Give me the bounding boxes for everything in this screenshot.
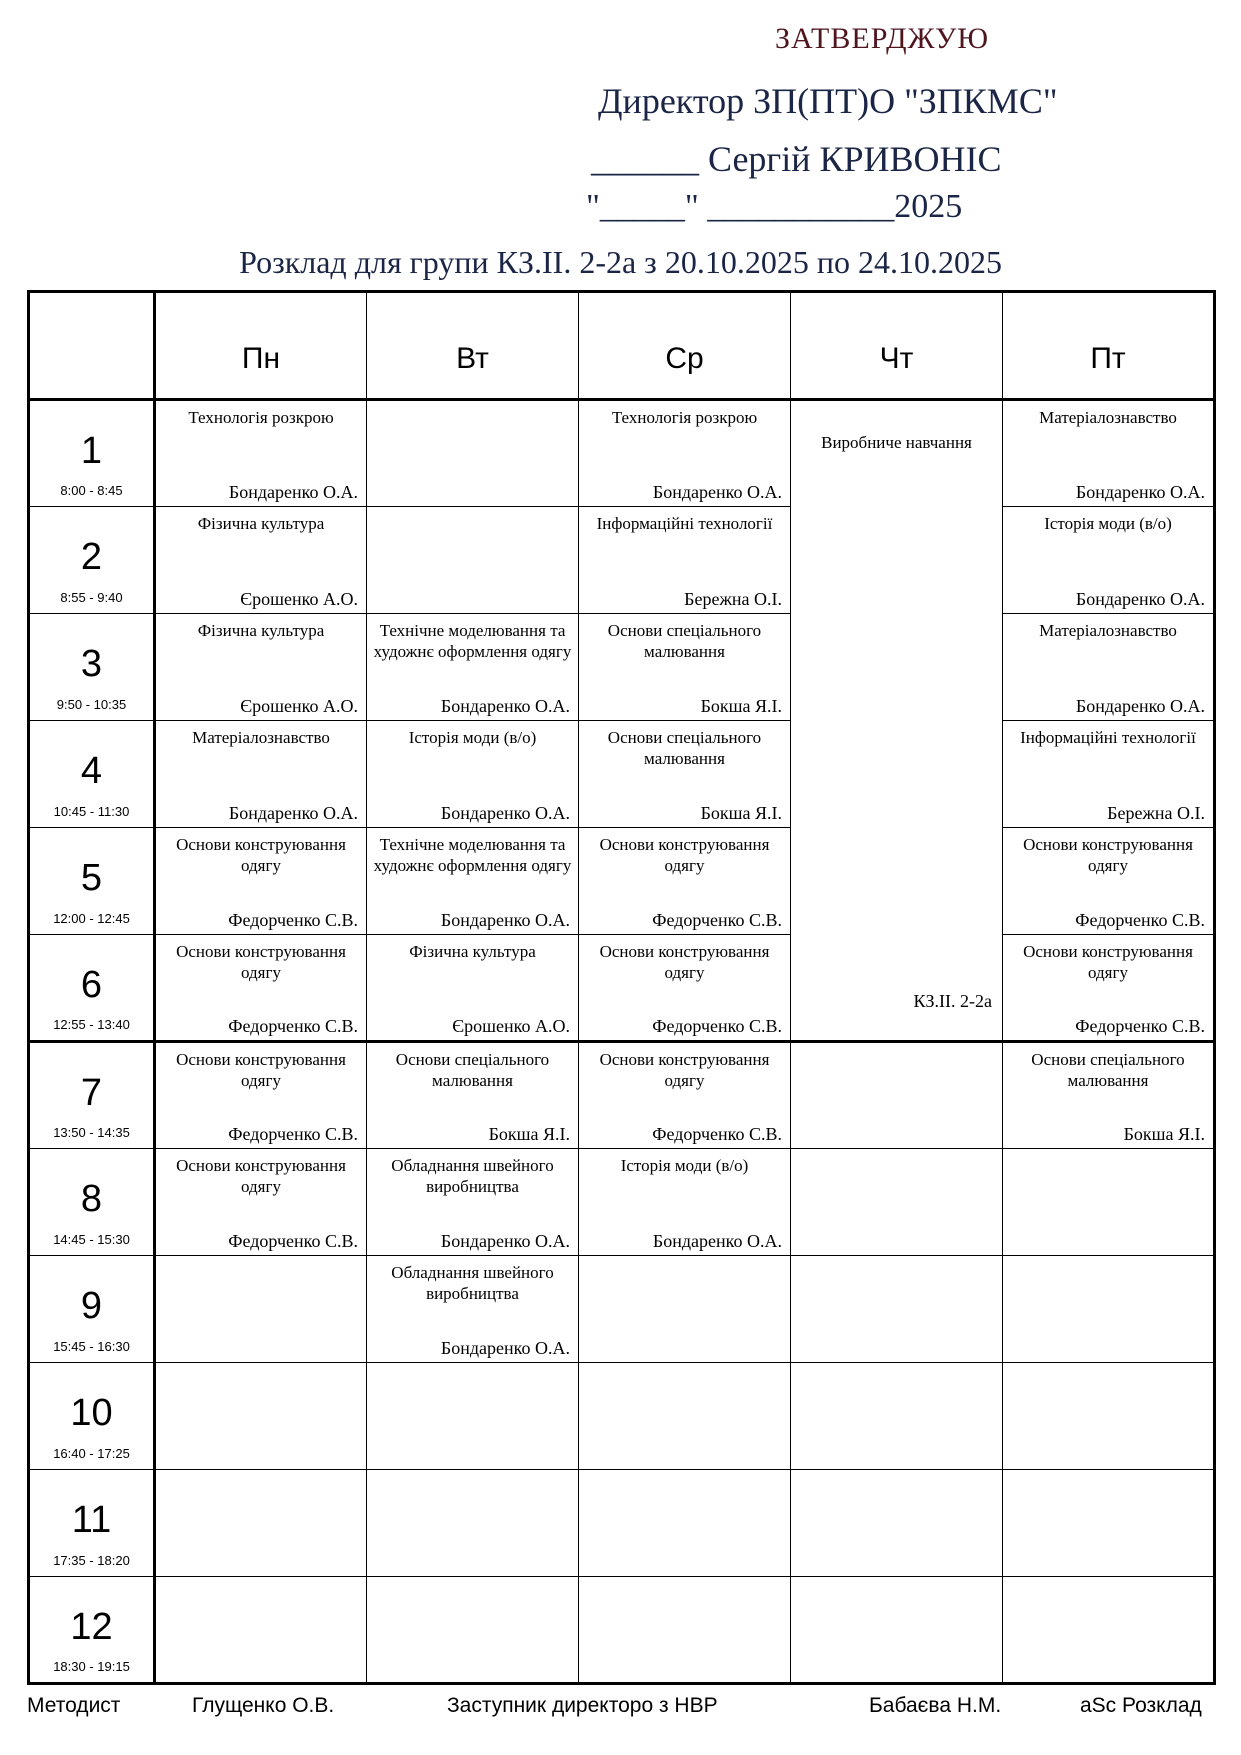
teacher-label: Федорченко С.В. bbox=[228, 1124, 358, 1144]
teacher-label: Єрошенко А.О. bbox=[452, 1016, 570, 1036]
footer-deputy-label: Заступник директоро з НВР bbox=[447, 1694, 718, 1717]
subject-label: Історія моди (в/о) bbox=[620, 1156, 749, 1175]
lesson-time: 9:50 - 10:35 bbox=[56, 697, 127, 712]
subject-label: Фізична культура bbox=[409, 942, 536, 961]
subject-label: Основи конструювання одягу bbox=[599, 835, 770, 876]
lesson-time: 14:45 - 15:30 bbox=[53, 1232, 130, 1247]
teacher-label: Бокша Я.І. bbox=[700, 696, 782, 716]
subject-label: Основи спеціального малювання bbox=[395, 1050, 550, 1091]
lesson-time: 12:55 - 13:40 bbox=[53, 1017, 130, 1032]
subject-label: Матеріалознавство bbox=[1039, 621, 1177, 640]
lesson-slot-3 bbox=[29, 614, 155, 721]
lesson-cell-mon-10 bbox=[155, 1363, 367, 1470]
group-label: КЗ.ІІ. 2-2а bbox=[913, 991, 992, 1011]
lesson-cell-tue-5 bbox=[367, 828, 579, 935]
lesson-number: 4 bbox=[80, 749, 103, 792]
lesson-cell-fri-11 bbox=[1003, 1470, 1215, 1577]
subject-label: Основи конструювання одягу bbox=[1023, 942, 1193, 983]
subject-label: Історія моди (в/о) bbox=[1044, 514, 1172, 533]
teacher-label: Бондаренко О.А. bbox=[1075, 589, 1205, 609]
subject-label: Основи спеціального малювання bbox=[1031, 1050, 1185, 1091]
schedule-title: Розклад для групи КЗ.ІІ. 2-2а з 20.10.2025 по 24.10.2025 bbox=[239, 244, 1002, 280]
teacher-label: Бондаренко О.А. bbox=[440, 1338, 570, 1358]
lesson-slot-12 bbox=[29, 1577, 155, 1684]
lesson-time: 12:00 - 12:45 bbox=[53, 911, 130, 926]
lesson-cell-tue-3 bbox=[367, 614, 579, 721]
approval-stamp: ЗАТВЕРДЖУЮ bbox=[775, 22, 990, 55]
lesson-slot-10 bbox=[29, 1363, 155, 1470]
teacher-label: Федорченко С.В. bbox=[1075, 1016, 1205, 1036]
lesson-cell-thu-12 bbox=[791, 1577, 1003, 1684]
lesson-cell-tue-9 bbox=[367, 1256, 579, 1363]
lesson-slot-8 bbox=[29, 1149, 155, 1256]
day-header-thu: Чт bbox=[791, 292, 1003, 400]
lesson-slot-5 bbox=[29, 828, 155, 935]
lesson-cell-wed-6 bbox=[579, 935, 791, 1042]
lesson-time: 18:30 - 19:15 bbox=[53, 1659, 130, 1674]
lesson-cell-tue-6 bbox=[367, 935, 579, 1042]
thursday-merged-cell bbox=[791, 400, 1003, 1042]
day-header-mon: Пн bbox=[155, 292, 367, 400]
teacher-label: Єрошенко А.О. bbox=[240, 589, 358, 609]
teacher-label: Бондаренко О.А. bbox=[440, 910, 570, 930]
footer-asc-brand: aSc Розклад bbox=[1080, 1694, 1202, 1717]
lesson-cell-mon-9 bbox=[155, 1256, 367, 1363]
footer-methodist-label: Методист bbox=[27, 1694, 121, 1717]
teacher-label: Федорченко С.В. bbox=[228, 910, 358, 930]
subject-label: Фізична культура bbox=[197, 621, 325, 640]
teacher-label: Бондаренко О.А. bbox=[440, 803, 570, 823]
lesson-number: 9 bbox=[80, 1284, 103, 1327]
lesson-cell-tue-4 bbox=[367, 721, 579, 828]
lesson-cell-wed-8 bbox=[579, 1149, 791, 1256]
lesson-cell-fri-4 bbox=[1003, 721, 1215, 828]
subject-label: Матеріалознавство bbox=[192, 728, 330, 747]
lesson-cell-wed-10 bbox=[579, 1363, 791, 1470]
lesson-time: 15:45 - 16:30 bbox=[53, 1339, 130, 1354]
lesson-cell-wed-5 bbox=[579, 828, 791, 935]
teacher-label: Бокша Я.І. bbox=[1123, 1124, 1205, 1144]
lesson-time: 17:35 - 18:20 bbox=[53, 1553, 130, 1568]
lesson-cell-wed-3 bbox=[579, 614, 791, 721]
lesson-number: 2 bbox=[80, 535, 103, 578]
footer-methodist-name: Глущенко О.В. bbox=[192, 1694, 335, 1717]
lesson-cell-wed-1 bbox=[579, 400, 791, 507]
lesson-cell-fri-10 bbox=[1003, 1363, 1215, 1470]
teacher-label: Федорченко С.В. bbox=[652, 1124, 782, 1144]
footer-deputy-name: Бабаєва Н.М. bbox=[869, 1694, 1002, 1717]
subject-label: Основи конструювання одягу bbox=[176, 1050, 346, 1091]
lesson-cell-wed-9 bbox=[579, 1256, 791, 1363]
lesson-time: 13:50 - 14:35 bbox=[53, 1125, 130, 1140]
subject-label: Основи спеціального малювання bbox=[607, 621, 762, 662]
teacher-label: Бондаренко О.А. bbox=[1075, 482, 1205, 502]
teacher-label: Бондаренко О.А. bbox=[1075, 696, 1205, 716]
lesson-cell-fri-2 bbox=[1003, 507, 1215, 614]
lesson-cell-mon-8 bbox=[155, 1149, 367, 1256]
lesson-number: 1 bbox=[80, 429, 103, 472]
lesson-time: 8:00 - 8:45 bbox=[60, 483, 123, 498]
lesson-cell-mon-5 bbox=[155, 828, 367, 935]
lesson-number: 12 bbox=[70, 1605, 113, 1648]
lesson-cell-mon-4 bbox=[155, 721, 367, 828]
lesson-cell-wed-7 bbox=[579, 1042, 791, 1149]
lesson-slot-2 bbox=[29, 507, 155, 614]
lesson-slot-7 bbox=[29, 1042, 155, 1149]
day-header-tue: Вт bbox=[367, 292, 579, 400]
teacher-label: Бокша Я.І. bbox=[488, 1124, 570, 1144]
subject-label: Матеріалознавство bbox=[1039, 408, 1177, 427]
lesson-cell-fri-3 bbox=[1003, 614, 1215, 721]
lesson-cell-fri-9 bbox=[1003, 1256, 1215, 1363]
lesson-cell-tue-12 bbox=[367, 1577, 579, 1684]
teacher-label: Бондаренко О.А. bbox=[440, 1231, 570, 1251]
lesson-slot-1 bbox=[29, 400, 155, 507]
lesson-cell-mon-3 bbox=[155, 614, 367, 721]
subject-label: Технологія розкрою bbox=[611, 408, 758, 427]
lesson-cell-mon-12 bbox=[155, 1577, 367, 1684]
lesson-time: 16:40 - 17:25 bbox=[53, 1446, 130, 1461]
lesson-cell-mon-1 bbox=[155, 400, 367, 507]
lesson-number: 6 bbox=[80, 963, 103, 1006]
teacher-label: Федорченко С.В. bbox=[228, 1231, 358, 1251]
signature-line: ______ Сергій КРИВОНІС bbox=[591, 139, 1002, 179]
subject-label: Основи конструювання одягу bbox=[599, 1050, 770, 1091]
subject-label: Технічне моделювання та художнє оформлення одягу bbox=[373, 621, 572, 662]
lesson-number: 8 bbox=[80, 1177, 103, 1220]
lesson-cell-fri-5 bbox=[1003, 828, 1215, 935]
lesson-slot-6 bbox=[29, 935, 155, 1042]
lesson-cell-thu-10 bbox=[791, 1363, 1003, 1470]
director-line: Директор ЗП(ПТ)О "ЗПКМС" bbox=[598, 81, 1058, 121]
teacher-label: Бондаренко О.А. bbox=[440, 696, 570, 716]
lesson-cell-wed-12 bbox=[579, 1577, 791, 1684]
lesson-cell-wed-11 bbox=[579, 1470, 791, 1577]
lesson-cell-fri-6 bbox=[1003, 935, 1215, 1042]
lesson-slot-9 bbox=[29, 1256, 155, 1363]
lesson-number: 3 bbox=[80, 642, 103, 685]
subject-label: Фізична культура bbox=[197, 514, 325, 533]
subject-label: Технічне моделювання та художнє оформлення одягу bbox=[373, 835, 572, 876]
lesson-cell-mon-2 bbox=[155, 507, 367, 614]
lesson-cell-thu-8 bbox=[791, 1149, 1003, 1256]
subject-label: Основи конструювання одягу bbox=[599, 942, 770, 983]
subject-label: Основи конструювання одягу bbox=[176, 835, 346, 876]
lesson-cell-tue-7 bbox=[367, 1042, 579, 1149]
subject-label: Основи спеціального малювання bbox=[607, 728, 762, 769]
teacher-label: Федорченко С.В. bbox=[652, 1016, 782, 1036]
subject-label: Інформаційні технології bbox=[1020, 728, 1196, 747]
day-header-fri: Пт bbox=[1003, 292, 1215, 400]
teacher-label: Єрошенко А.О. bbox=[240, 696, 358, 716]
subject-label: Основи конструювання одягу bbox=[176, 942, 346, 983]
lesson-cell-fri-7 bbox=[1003, 1042, 1215, 1149]
lesson-cell-thu-11 bbox=[791, 1470, 1003, 1577]
lesson-cell-tue-2 bbox=[367, 507, 579, 614]
lesson-number: 7 bbox=[80, 1071, 103, 1114]
lesson-number: 11 bbox=[71, 1498, 112, 1541]
day-header-wed: Ср bbox=[579, 292, 791, 400]
teacher-label: Бокша Я.І. bbox=[700, 803, 782, 823]
date-line: "_____" ___________2025 bbox=[586, 188, 963, 225]
lesson-cell-fri-12 bbox=[1003, 1577, 1215, 1684]
teacher-label: Бережна О.І. bbox=[684, 589, 782, 609]
lesson-cell-fri-1 bbox=[1003, 400, 1215, 507]
lesson-number: 10 bbox=[70, 1391, 113, 1434]
lesson-slot-4 bbox=[29, 721, 155, 828]
teacher-label: Бондаренко О.А. bbox=[652, 1231, 782, 1251]
subject-label: Обладнання швейного виробництва bbox=[391, 1156, 554, 1197]
lesson-number: 5 bbox=[80, 856, 103, 899]
lesson-slot-11 bbox=[29, 1470, 155, 1577]
subject-label: Основи конструювання одягу bbox=[176, 1156, 346, 1197]
lesson-cell-fri-8 bbox=[1003, 1149, 1215, 1256]
lesson-cell-tue-10 bbox=[367, 1363, 579, 1470]
subject-label: Технологія розкрою bbox=[188, 408, 334, 427]
lesson-cell-tue-8 bbox=[367, 1149, 579, 1256]
teacher-label: Бондаренко О.А. bbox=[228, 803, 358, 823]
lesson-cell-thu-7 bbox=[791, 1042, 1003, 1149]
subject-label: Інформаційні технології bbox=[596, 514, 773, 533]
timetable-wrapper bbox=[27, 290, 1216, 1685]
subject-label: Основи конструювання одягу bbox=[1023, 835, 1193, 876]
lesson-time: 8:55 - 9:40 bbox=[60, 590, 123, 605]
corner-cell bbox=[29, 292, 155, 400]
subject-label: Історія моди (в/о) bbox=[408, 728, 537, 747]
lesson-cell-wed-2 bbox=[579, 507, 791, 614]
lesson-cell-tue-1 bbox=[367, 400, 579, 507]
lesson-cell-mon-11 bbox=[155, 1470, 367, 1577]
timetable bbox=[27, 290, 1216, 1685]
lesson-cell-tue-11 bbox=[367, 1470, 579, 1577]
teacher-label: Бондаренко О.А. bbox=[228, 482, 358, 502]
lesson-cell-wed-4 bbox=[579, 721, 791, 828]
teacher-label: Федорченко С.В. bbox=[652, 910, 782, 930]
lesson-cell-thu-9 bbox=[791, 1256, 1003, 1363]
teacher-label: Федорченко С.В. bbox=[228, 1016, 358, 1036]
teacher-label: Федорченко С.В. bbox=[1075, 910, 1205, 930]
teacher-label: Бережна О.І. bbox=[1107, 803, 1205, 823]
practical-training-label: Виробниче навчання bbox=[821, 433, 972, 452]
lesson-cell-mon-6 bbox=[155, 935, 367, 1042]
lesson-time: 10:45 - 11:30 bbox=[53, 804, 130, 819]
teacher-label: Бондаренко О.А. bbox=[652, 482, 782, 502]
lesson-cell-mon-7 bbox=[155, 1042, 367, 1149]
subject-label: Обладнання швейного виробництва bbox=[391, 1263, 554, 1304]
